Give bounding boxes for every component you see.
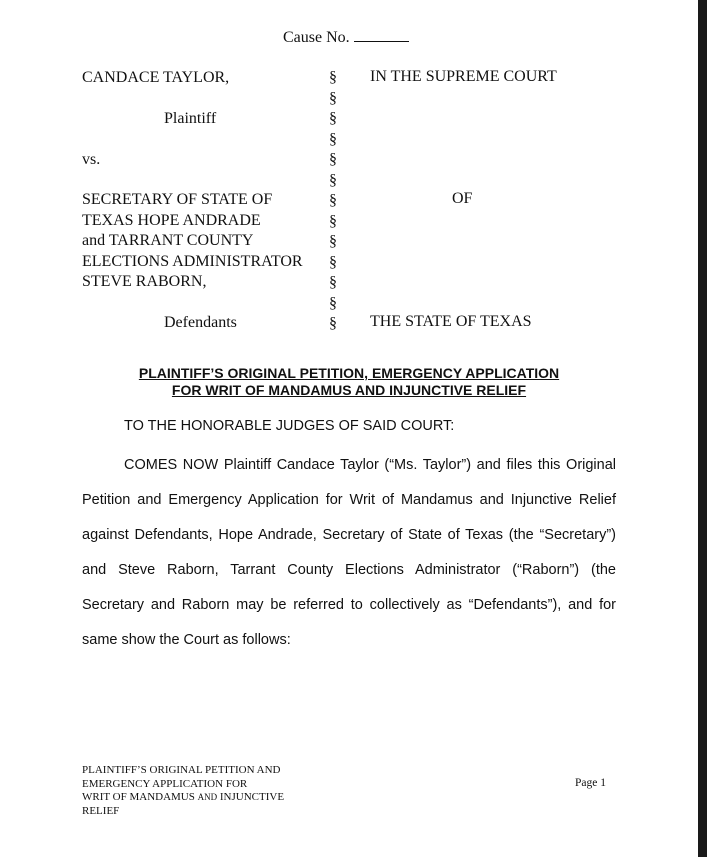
- section-symbol-column: [329, 68, 337, 335]
- section-symbol: §: [329, 151, 337, 168]
- defendant-line: TEXAS HOPE ANDRADE: [82, 211, 261, 229]
- plaintiff-label: Plaintiff: [164, 110, 217, 127]
- cause-blank-line: [354, 29, 409, 42]
- section-symbol: §: [329, 110, 337, 127]
- viewer-scrollbar-edge: [698, 0, 707, 857]
- footer-line: EMERGENCY APPLICATION FOR: [82, 777, 248, 790]
- cause-label: Cause No.: [283, 29, 350, 46]
- section-symbol: §: [329, 192, 337, 209]
- body-paragraph: COMES NOW Plaintiff Candace Taylor (“Ms. Taylor”) and files this Original Petition and Emergency Application for Writ of Mandamus and Injunctive Relief against Defendants, Hope Andrade, Secretary of State of Texas (the “Secretary”) and Steve Raborn, Tarrant County Elections Administrator (“Raborn”) (the Secretary and Raborn may be referred to collectively as “Defendants”), and for same show the Court as follows:: [82, 457, 616, 648]
- section-symbol: §: [329, 212, 337, 230]
- defendants-label: Defendants: [164, 314, 237, 331]
- plaintiff-name: CANDACE TAYLOR,: [82, 69, 230, 86]
- footer-title: [82, 764, 312, 818]
- defendant-line: ELECTIONS ADMINISTRATOR: [82, 252, 303, 270]
- salutation: TO THE HONORABLE JUDGES OF SAID COURT:: [124, 418, 455, 434]
- section-symbol: §: [329, 274, 337, 291]
- section-symbol: §: [329, 130, 337, 148]
- section-symbol: §: [329, 233, 337, 250]
- footer-line-part: AND: [197, 792, 218, 802]
- petition-title-line1: PLAINTIFF’S ORIGINAL PETITION, EMERGENCY APPLICATION: [138, 365, 560, 381]
- court-state: THE STATE OF TEXAS: [370, 313, 532, 330]
- footer-line: PLAINTIFF’S ORIGINAL PETITION AND: [82, 764, 281, 776]
- footer-line-part: WRIT OF MANDAMUS: [82, 791, 195, 803]
- defendant-names: [82, 190, 303, 293]
- court-of: OF: [452, 190, 473, 207]
- cause-number: [283, 29, 409, 47]
- page-number: Page 1: [575, 777, 606, 789]
- petition-title: [82, 365, 616, 399]
- defendant-line: SECRETARY OF STATE OF: [82, 191, 273, 208]
- footer-line: RELIEF: [82, 804, 120, 817]
- section-symbol: §: [329, 89, 337, 107]
- court-name: IN THE SUPREME COURT: [370, 68, 557, 85]
- defendant-line: STEVE RABORN,: [82, 273, 207, 290]
- section-symbol: §: [329, 171, 337, 189]
- footer-line: [82, 791, 312, 805]
- section-symbol: §: [329, 69, 337, 86]
- versus-text: vs.: [82, 151, 101, 168]
- defendant-line: and TARRANT COUNTY: [82, 232, 254, 249]
- petition-title-line2: FOR WRIT OF MANDAMUS AND INJUNCTIVE RELIEF: [171, 382, 527, 398]
- footer-line-part: INJUNCTIVE: [219, 791, 285, 803]
- section-symbol: §: [329, 294, 337, 312]
- section-symbol: §: [329, 253, 337, 271]
- section-symbol: §: [329, 315, 337, 332]
